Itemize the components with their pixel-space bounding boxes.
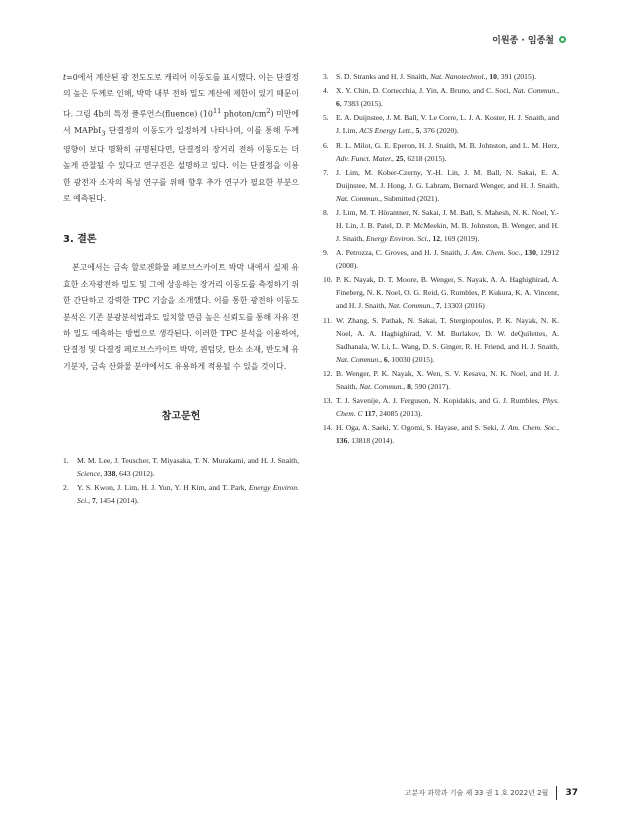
reference-part: , 643 (2012). bbox=[115, 469, 155, 479]
reference-part: Y. S. Kwon, J. Lim, H. J. Yun, Y. H Kim, and T. Park, bbox=[77, 483, 249, 493]
volume-number: 10 bbox=[489, 72, 497, 81]
reference-item bbox=[323, 314, 559, 366]
journal-name: J. Am. Chem. Soc. bbox=[500, 423, 558, 433]
reference-text bbox=[336, 246, 559, 272]
paragraph-segment: photon/cm bbox=[221, 109, 267, 119]
volume-number: 12 bbox=[432, 233, 441, 243]
paragraph-segment: 2 bbox=[266, 106, 271, 115]
header-authors: 이원종 · 임종철 bbox=[492, 36, 554, 46]
reference-part: , bbox=[392, 153, 396, 163]
reference-text bbox=[336, 166, 559, 205]
reference-text bbox=[336, 70, 559, 83]
reference-item bbox=[323, 394, 559, 420]
reference-part: , Submitted (2021). bbox=[380, 193, 440, 203]
reference-part: , 24085 (2013). bbox=[375, 408, 423, 418]
reference-number: 6. bbox=[323, 140, 329, 150]
reference-part: , 7383 (2015). bbox=[339, 99, 383, 109]
paragraph-segment: 3 bbox=[101, 129, 106, 138]
reference-item bbox=[323, 166, 559, 205]
reference-item bbox=[63, 454, 299, 480]
reference-part: , bbox=[403, 381, 408, 391]
section-title-conclusion: 3. 결론 bbox=[63, 234, 97, 246]
journal-name: Nat. Commun. bbox=[388, 301, 433, 311]
reference-text bbox=[336, 84, 559, 110]
journal-name: Adv. Funct. Mater. bbox=[336, 153, 393, 163]
reference-number: 13. bbox=[323, 395, 333, 405]
journal-name: Nat. Commun. bbox=[512, 86, 558, 96]
body-paragraph-conclusion: 본고에서는 금속 할로겐화물 페로브스카이트 박막 내에서 실제 유효한 소자광전하 밀도 및 그에 상응하는 장거리 이동도를 측정하기 위한 간단하고 강력한 TPC 기술을 소개했다. 이를 통한 광전하 이동도 분석은 기존 분광분석법과도 일치할 만큼 높은 신뢰도를 통해 자유 전하 밀도 예측하는 방법으로 생각된다. 이러한 TPC 분석을 이용하여, 단결정 및 다결정 페로브스카이트 박막, 퀀텀닷, 탄소 소재, 반도체 유기분자, 금속 산화물 분야에서도 유용하게 적용될 수 있을 것이다. bbox=[63, 263, 300, 371]
references-title: 참고문헌 bbox=[161, 411, 201, 423]
left-column bbox=[63, 70, 299, 509]
reference-part: , 13818 (2014). bbox=[347, 436, 395, 446]
reference-number: 10. bbox=[323, 275, 333, 285]
reference-part: X. Y. Chin, D. Cortecchia, J. Yin, A. Bruno, and C. Soci, bbox=[336, 86, 513, 96]
reference-item bbox=[323, 206, 559, 245]
reference-part: S. D. Stranks and H. J. Snaith, bbox=[336, 72, 431, 81]
reference-part: , bbox=[520, 248, 525, 258]
reference-text bbox=[336, 111, 559, 137]
reference-text bbox=[336, 367, 559, 393]
reference-number: 12. bbox=[323, 368, 333, 378]
reference-item bbox=[323, 84, 559, 110]
reference-item bbox=[323, 111, 559, 137]
volume-number: 136 bbox=[336, 436, 348, 446]
reference-part: , bbox=[380, 354, 384, 364]
reference-text bbox=[336, 421, 559, 447]
reference-part: P. K. Nayak, D. T. Moore, B. Wenger, S. Nayak, A. A. Haghighirad, A. Fineberg, N. K. Noel, O. G. Reid, G. Rumbles, P. Kukura, K. A. Vincent, and H. J. Snaith, bbox=[336, 275, 559, 311]
reference-part: T. J. Savenije, A. J. Ferguson, N. Kopidakis, and G. J. Rumbles, bbox=[336, 395, 543, 405]
journal-name: Energy Environ. Sci. bbox=[365, 233, 429, 243]
volume-number: 338 bbox=[103, 469, 116, 479]
reference-text bbox=[336, 314, 559, 366]
reference-part: H. Oga, A. Saeki, Y. Ogomi, S. Hayase, and S. Seki, bbox=[336, 423, 501, 433]
reference-part: A. Petrozza, C. Groves, and H. J. Snaith, bbox=[336, 248, 465, 258]
reference-part: J. Lim, M. Kober-Czerny, Y.-H. Lin, J. M. Ball, N. Sakai, E. A. Duijnstee, M. J. Hong, J. G. Labram, Bernard Wenger, and H. J. Snaith, bbox=[336, 167, 559, 190]
reference-part: , bbox=[88, 496, 92, 506]
paragraph-segment: ) 미만에서 MAPbI bbox=[63, 109, 299, 135]
reference-part: R. L. Milot, G. E. Eperon, H. J. Snaith, M. B. Johnston, and L. M. Herz, bbox=[336, 140, 559, 150]
reference-number: 4. bbox=[323, 86, 329, 96]
reference-item bbox=[63, 481, 299, 507]
reference-part: , 6218 (2015). bbox=[403, 153, 447, 163]
volume-number: 7 bbox=[436, 301, 440, 311]
volume-number: 25 bbox=[395, 153, 404, 163]
footer-journal: 고분자 과학과 기술 제 33 권 1 호 2022년 2월 bbox=[404, 789, 549, 797]
reference-number: 7. bbox=[323, 167, 329, 177]
reference-number: 14. bbox=[323, 423, 333, 433]
reference-text bbox=[336, 273, 559, 312]
volume-number: 6 bbox=[336, 99, 340, 109]
reference-item bbox=[323, 367, 559, 393]
volume-number: 117 bbox=[364, 408, 376, 418]
reference-text bbox=[336, 394, 559, 420]
reference-number: 5. bbox=[323, 113, 329, 123]
reference-part: , 12912 (2008). bbox=[336, 248, 560, 271]
reference-part: , bbox=[411, 126, 416, 136]
paragraph-segment: 11 bbox=[212, 106, 222, 115]
references-list-right bbox=[323, 70, 559, 447]
circle-icon bbox=[559, 36, 566, 43]
reference-number: 1. bbox=[63, 456, 69, 466]
page-footer bbox=[405, 786, 578, 800]
reference-item bbox=[323, 70, 559, 83]
volume-number: 7 bbox=[91, 496, 96, 506]
reference-number: 8. bbox=[323, 207, 329, 217]
right-column bbox=[323, 70, 559, 448]
reference-text bbox=[336, 206, 559, 245]
body-paragraph-1 bbox=[63, 70, 299, 207]
reference-part: E. A. Duijnstee, J. M. Ball, V. Le Corre, L. J. A. Koster, H. J. Snaith, and J. Lim, bbox=[336, 113, 559, 136]
paragraph-segment: t bbox=[63, 73, 67, 82]
volume-number: 5 bbox=[415, 126, 420, 136]
journal-name: Nat. Commun. bbox=[336, 354, 381, 364]
paragraph-segment: 단결정의 이동도가 일정하게 나타나며, 이를 통해 두께 영향이 보다 명확히 규명된다면, 단결정의 장거리 전하 이동도는 더 높게 관찰될 수 있다고 연구진은 설명하고 있다. 이는 단결정을 이용한 광전자 소자의 특성 연구를 위해 향후 추가 연구가 필요한 부분으로 예측된다. bbox=[63, 125, 299, 204]
reference-part: B. Wenger, P. K. Nayak, X. Wen, S. V. Kesava, N. K. Noel, and H. J. Snaith, bbox=[336, 368, 559, 391]
reference-part: , 391 (2015). bbox=[496, 72, 537, 81]
reference-item bbox=[323, 421, 559, 447]
journal-name: Energy Environ. Sci. bbox=[77, 483, 299, 506]
reference-part: , bbox=[100, 469, 104, 479]
reference-part: , bbox=[557, 423, 559, 433]
journal-name: Science bbox=[77, 469, 101, 479]
reference-item bbox=[323, 246, 559, 272]
page-number: 37 bbox=[565, 788, 578, 798]
volume-number: 8 bbox=[407, 381, 411, 391]
reference-part: , bbox=[432, 301, 436, 311]
references-list-left bbox=[63, 454, 299, 507]
reference-text bbox=[336, 139, 559, 165]
reference-number: 2. bbox=[63, 483, 69, 493]
reference-item bbox=[323, 273, 559, 312]
reference-part: W. Zhang, S. Pathak, N. Sakai, T. Stergiopoulos, P. K. Nayak, N. K. Noel, A. A. Haghighirad, V. M. Burlakov, D. W. deQuilettes, A. Sadhanala, W. Li, L. Wang, D. S. Ginger, R. H. Friend, and H. J. Snaith, bbox=[336, 315, 559, 351]
reference-part: M. M. Lee, J. Teuscher, T. Miyasaka, T. N. Murakami, and H. J. Snaith, bbox=[77, 456, 299, 466]
journal-name: Nat. Nanotechnol. bbox=[430, 72, 486, 81]
journal-name: Nat. Commun. bbox=[336, 193, 381, 203]
volume-number: 6 bbox=[383, 354, 388, 364]
reference-part: , 1454 (2014). bbox=[95, 496, 139, 506]
journal-name: Phys. Chem. C bbox=[336, 395, 559, 418]
reference-part: , bbox=[485, 72, 490, 81]
journal-name: ACS Energy Lett. bbox=[359, 126, 412, 136]
journal-name: Nat. Commun. bbox=[359, 381, 404, 391]
reference-part: , 13303 (2016) bbox=[439, 301, 485, 311]
reference-text bbox=[77, 481, 299, 507]
reference-part: , bbox=[557, 86, 559, 96]
reference-number: 9. bbox=[323, 248, 329, 258]
reference-text bbox=[77, 454, 299, 480]
footer-divider bbox=[556, 786, 557, 800]
reference-part: , bbox=[428, 233, 433, 243]
page-header bbox=[492, 33, 566, 46]
journal-name: J. Am. Chem. Soc. bbox=[464, 248, 521, 258]
reference-part: , 169 (2019). bbox=[440, 233, 480, 243]
reference-item bbox=[323, 139, 559, 165]
reference-number: 3. bbox=[323, 72, 329, 81]
reference-number: 11. bbox=[323, 315, 333, 325]
reference-part: , 376 (2020). bbox=[419, 126, 459, 136]
volume-number: 130 bbox=[524, 248, 536, 258]
reference-part: J. Lim, M. T. Hörantner, N. Sakai, J. M. Ball, S. Mahesh, N. K. Noel, Y.-H. Lin, J. B. Patel, D. P. McMeekin, M. B. Johnston, B. Wenger, and H. J. Snaith, bbox=[336, 207, 559, 243]
reference-part: , 10030 (2015). bbox=[387, 354, 435, 364]
reference-part: , 590 (2017). bbox=[410, 381, 451, 391]
paragraph-segment: =0에서 계산된 광 전도도로 캐리어 이동도를 표시했다. 이는 단결정의 높은 두께로 인해, 박막 내부 전하 밀도 계산에 제한이 있기 때문이다. 그림 4b의 특정 플루언스(fluence) (10 bbox=[63, 73, 299, 119]
